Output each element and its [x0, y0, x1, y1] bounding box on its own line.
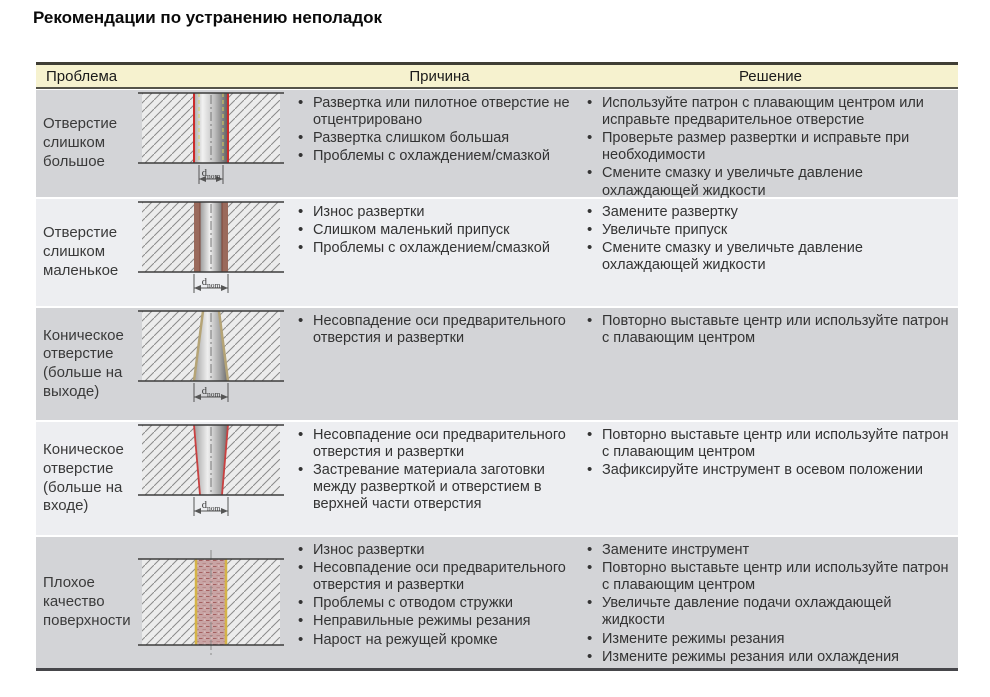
cause-cell [286, 90, 573, 197]
problem-cell [36, 199, 136, 306]
bullet-item: • Несовпадение оси предварительного отверстия и развертки [296, 427, 573, 461]
problem-label: Коническое отверстие (больше на входе) [43, 441, 124, 515]
bullet-item: • Смените смазку и увеличьте давление охлаждающей жидкости [585, 240, 958, 274]
bullet-item: • Несовпадение оси предварительного отверстия и развертки [296, 560, 573, 594]
dimension-label: $d_{nom}$ [201, 277, 221, 290]
bullet-item: • Проблемы с охлаждением/смазкой [296, 240, 573, 257]
table-row [36, 422, 958, 535]
bullet-item: • Увеличьте припуск [585, 222, 958, 239]
problem-label: Плохое качество поверхности [43, 574, 131, 629]
solution-cell [573, 199, 958, 306]
problem-cell [36, 537, 136, 668]
bullet-item: • Используйте патрон с плавающим центром или исправьте предварительное отверстие [585, 95, 958, 129]
solution-cell [573, 90, 958, 197]
page-title: Рекомендации по устранению неполадок [33, 8, 383, 27]
table-row [36, 199, 958, 306]
troubleshooting-table [36, 62, 958, 671]
dimension-label: $d_{nom}$ [201, 500, 221, 513]
hole-too-small-diagram [136, 199, 286, 306]
bullet-item: • Нарост на режущей кромке [296, 632, 573, 649]
problem-label: Отверстие слишком большое [43, 115, 118, 170]
bullet-item: • Несовпадение оси предварительного отверстия и развертки [296, 313, 573, 347]
solution-list [585, 313, 958, 347]
hole-cross-section-icon [136, 91, 286, 191]
dimension-label: $d_{nom}$ [201, 168, 221, 181]
bullet-item: • Неправильные режимы резания [296, 613, 573, 630]
bullet-item: • Проблемы с отводом стружки [296, 595, 573, 612]
bullet-item: • Повторно выставьте центр или используйте патрон с плавающим центром [585, 313, 958, 347]
bullet-item: • Измените режимы резания [585, 631, 958, 648]
table-header-row [36, 62, 958, 89]
cause-list [296, 204, 573, 257]
problem-cell [36, 90, 136, 197]
hole-cross-section-icon [136, 547, 286, 659]
header-cause: Причина [409, 67, 470, 85]
cause-list [296, 313, 573, 347]
solution-cell [573, 537, 958, 668]
bullet-item: • Смените смазку и увеличьте давление охлаждающей жидкости [585, 165, 958, 199]
table-row [36, 90, 958, 197]
cause-cell [286, 308, 573, 420]
bullet-item: • Проблемы с охлаждением/смазкой [296, 148, 573, 165]
bullet-item: • Повторно выставьте центр или используйте патрон с плавающим центром [585, 560, 958, 594]
tapered-hole-larger-at-entry-diagram [136, 422, 286, 535]
cause-cell [286, 422, 573, 535]
table-row [36, 537, 958, 671]
bullet-item: • Слишком маленький припуск [296, 222, 573, 239]
solution-list [585, 95, 958, 200]
bullet-item: • Повторно выставьте центр или используйте патрон с плавающим центром [585, 427, 958, 461]
header-solution: Решение [738, 67, 803, 85]
hole-cross-section-icon [136, 309, 286, 409]
table-row [36, 308, 958, 420]
problem-label: Отверстие слишком маленькое [43, 224, 119, 279]
bullet-item: • Застревание материала заготовки между разверткой и отверстием в верхней части отверстия [296, 462, 573, 513]
hole-too-large-diagram [136, 90, 286, 197]
solution-list [585, 204, 958, 274]
bullet-item: • Проверьте размер развертки и исправьте при необходимости [585, 130, 958, 164]
bullet-item: • Износ развертки [296, 204, 573, 221]
problem-cell [36, 422, 136, 535]
solution-cell [573, 308, 958, 420]
dimension-label: $d_{nom}$ [201, 386, 221, 399]
bullet-item: • Замените развертку [585, 204, 958, 221]
hole-cross-section-icon [136, 423, 286, 523]
solution-cell [573, 422, 958, 535]
cause-cell [286, 537, 573, 668]
bullet-item: • Зафиксируйте инструмент в осевом положении [585, 462, 958, 479]
cause-list [296, 95, 573, 165]
bullet-item: • Измените режимы резания или охлаждения [585, 649, 958, 666]
problem-label: Коническое отверстие (больше на выходе) [43, 326, 124, 400]
bullet-item: • Развертка слишком большая [296, 130, 573, 147]
poor-surface-finish-diagram [136, 537, 286, 668]
problem-cell [36, 308, 136, 420]
cause-cell [286, 199, 573, 306]
cause-list [296, 542, 573, 649]
solution-list [585, 542, 958, 666]
bullet-item: • Износ развертки [296, 542, 573, 559]
bullet-item: • Увеличьте давление подачи охлаждающей жидкости [585, 595, 958, 629]
cause-list [296, 427, 573, 514]
tapered-hole-larger-at-exit-diagram [136, 308, 286, 420]
hole-cross-section-icon [136, 200, 286, 300]
bullet-item: • Развертка или пилотное отверстие не отцентрировано [296, 95, 573, 129]
header-problem: Проблема [46, 67, 118, 85]
solution-list [585, 427, 958, 479]
bullet-item: • Замените инструмент [585, 542, 958, 559]
